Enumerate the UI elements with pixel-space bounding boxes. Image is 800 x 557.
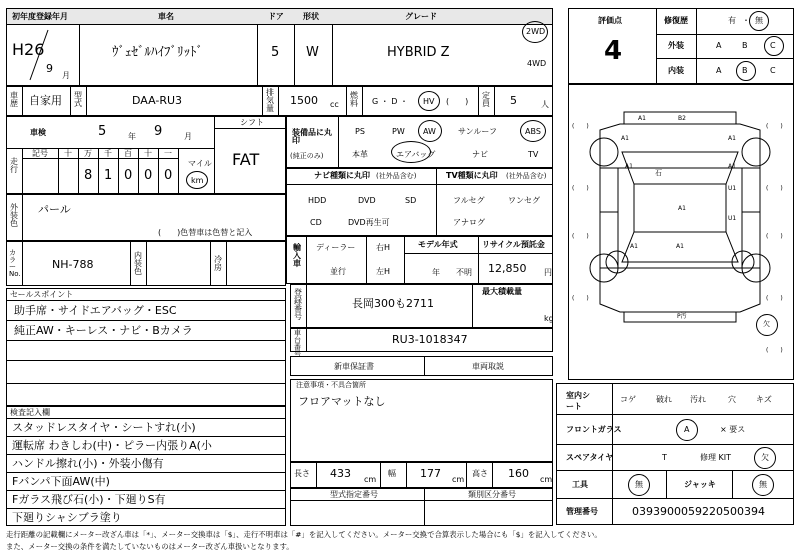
- nav-dvd: DVD: [358, 196, 376, 205]
- length-unit: cm: [364, 475, 377, 484]
- inspector-note-line: スタッドレスタイヤ・シートすれ(小): [12, 421, 196, 434]
- jack-label: ジャッキ: [684, 480, 716, 489]
- shape-label: 形状: [303, 12, 319, 21]
- tools-value: 無: [635, 480, 643, 489]
- diagram-mark: A1: [678, 205, 686, 212]
- max-load-label: 最大積載量: [482, 287, 522, 296]
- svg-text:( ): ( ): [766, 347, 783, 354]
- exterior-label: 外装: [668, 41, 684, 50]
- footer-line-1: 走行距離の記載欄にメーター改ざん車は「*」、メーター交換車は「$」、走行不明車は「#」を記入してください。メーター交換で合算表示した場合にも「$」を記入してください。: [6, 530, 602, 539]
- reg-type-label: 車歴: [10, 91, 18, 108]
- digit-label-5: 十: [144, 149, 152, 158]
- nav-sub: (社外品含む): [376, 172, 417, 180]
- tv-analog: アナログ: [453, 218, 485, 227]
- diagram-mark: 欠: [763, 320, 770, 328]
- repair-label: 修復歴: [664, 16, 688, 25]
- model-year-unit: 年: [432, 268, 440, 277]
- nav-cd: CD: [310, 218, 322, 227]
- recycle-value: 12,850: [488, 262, 527, 275]
- diagram-mark: U1: [728, 215, 737, 222]
- svg-text:( ): ( ): [766, 123, 783, 130]
- seat-item: コゲ: [620, 395, 636, 404]
- reg-type-value: 自家用: [29, 94, 62, 107]
- svg-text:( ): ( ): [572, 295, 589, 302]
- door-value: 5: [271, 45, 280, 60]
- spare-kit: 修理 KIT: [700, 453, 732, 462]
- interior-color-label: 内装色: [134, 251, 142, 276]
- tv-fullseg: フルセグ: [453, 196, 485, 205]
- sales-point-line: 助手席・サイドエアバッグ・ESC: [14, 304, 177, 317]
- sales-point-line: 純正AW・キーレス・ナビ・Bカメラ: [14, 324, 193, 337]
- height-unit: cm: [540, 475, 553, 484]
- length-value: 433: [330, 467, 351, 480]
- fuel-paren: ( ): [446, 97, 469, 106]
- width-unit: cm: [452, 475, 465, 484]
- mileage-digit: 1: [104, 168, 113, 183]
- type-spec-label: 型式指定番号: [330, 490, 378, 499]
- svg-text:( ): ( ): [572, 185, 589, 192]
- inspector-note-line: ハンドル擦れ(小)・外装小傷有: [12, 457, 164, 470]
- ext-grade-b: B: [742, 41, 748, 50]
- color-no-label: カラーNo.: [9, 249, 21, 278]
- svg-text:( ): ( ): [572, 233, 589, 240]
- diagram-mark: A1: [728, 135, 736, 142]
- height-value: 160: [508, 467, 529, 480]
- spare-label: スペアタイヤ: [566, 453, 614, 462]
- shape-value: W: [306, 45, 319, 60]
- inspection-year: 5: [98, 124, 107, 139]
- diagram-mark: A1: [630, 243, 638, 250]
- inspector-note-line: Fガラス飛び石(小)・下廻りS有: [12, 493, 166, 506]
- repaint-note: ( )色替車は色替と記入: [158, 228, 253, 237]
- equipment-label: 装備品に丸印: [292, 128, 332, 145]
- seat-item: 破れ: [656, 395, 672, 404]
- sales-points-label: セールスポイント: [10, 290, 74, 299]
- class-label: 類別区分番号: [468, 490, 516, 499]
- model-value: DAA-RU3: [132, 94, 183, 107]
- mgmt-label: 管理番号: [566, 507, 598, 516]
- color-no-value: NH-788: [52, 258, 94, 271]
- chassis-value: RU3-1018347: [392, 333, 468, 346]
- door-label: ドア: [268, 12, 284, 21]
- digit-label-4: 百: [124, 149, 132, 158]
- equip-abs: ABS: [525, 127, 541, 136]
- width-label: 幅: [388, 469, 396, 478]
- inspector-note-line: Fバンパ下面AW(中): [12, 475, 110, 488]
- repair-sep: ・: [742, 16, 750, 25]
- svg-text:( ): ( ): [766, 185, 783, 192]
- seat-item: キズ: [756, 395, 772, 404]
- equip-airbag: エアバッグ: [396, 150, 436, 159]
- inspection-month-unit: 月: [184, 132, 192, 141]
- windshield-a: A: [684, 425, 690, 434]
- car-name-label: 車名: [158, 12, 174, 21]
- new-warranty: 新車保証書: [334, 362, 374, 371]
- digit-label-6: 一: [164, 149, 172, 158]
- diagram-mark: U1: [728, 185, 737, 192]
- int-grade-a: A: [716, 66, 722, 75]
- digit-label-2: 万: [84, 149, 92, 158]
- fuel-options: G ・ D ・: [372, 97, 408, 106]
- drive-4wd: 4WD: [527, 59, 547, 68]
- diagram-mark: A1: [638, 115, 646, 122]
- length-label: 長さ: [294, 469, 310, 478]
- import-parallel: 並行: [330, 267, 346, 276]
- windshield-x: × 要ス: [720, 425, 746, 434]
- nav-hdd: HDD: [308, 196, 327, 205]
- mileage-digit: 0: [124, 168, 133, 183]
- mileage-unit-label: マイル: [188, 159, 212, 168]
- svg-text:( ): ( ): [766, 295, 783, 302]
- capacity-label: 定員: [482, 91, 490, 108]
- manual: 車両取説: [472, 362, 504, 371]
- interior-label: 内装: [668, 66, 684, 75]
- score-label: 評価点: [598, 16, 622, 25]
- mgmt-value: 0393900059220500394: [632, 505, 765, 518]
- diagram-mark: A1: [676, 243, 684, 250]
- displacement-unit: cc: [330, 100, 339, 109]
- equip-nav: ナビ: [472, 150, 488, 159]
- displacement-value: 1500: [290, 94, 318, 107]
- cold-label: 冷房: [214, 255, 222, 272]
- first-reg-month: 9: [46, 62, 53, 75]
- windshield-label: フロントガラス: [566, 425, 622, 434]
- import-dealer: ディーラー: [316, 243, 356, 252]
- import-left: 左H: [376, 267, 391, 276]
- inspector-note-line: 運転席 わきしわ(中)・ピラー内張りA(小: [12, 439, 212, 452]
- inspector-note-line: 下廻りシャシブラ塗り: [12, 511, 122, 524]
- mileage-digit: 0: [164, 168, 173, 183]
- model-label: 型式: [74, 91, 82, 108]
- notes-label: 注意事項・不具合箇所: [296, 381, 366, 389]
- svg-text:( ): ( ): [572, 123, 589, 130]
- diagram-mark: A1: [621, 135, 629, 142]
- shift-value: FAT: [232, 150, 260, 169]
- int-grade-b: B: [742, 66, 748, 75]
- spare-t: T: [662, 453, 667, 462]
- max-load-unit: kg: [544, 314, 554, 323]
- displacement-label: 排気量: [266, 88, 274, 113]
- exterior-color-label: 外装色: [10, 203, 18, 228]
- nav-dvd-play: DVD再生可: [348, 218, 390, 227]
- seat-label: 室内シート: [566, 391, 590, 412]
- import-right: 右H: [376, 243, 391, 252]
- equip-sunroof: サンルーフ: [458, 127, 497, 136]
- diagram-mark: 石: [655, 169, 662, 177]
- mileage-label: 走行: [10, 157, 18, 174]
- capacity-value: 5: [510, 94, 517, 107]
- jack-value: 無: [759, 480, 767, 489]
- diagram-mark: B2: [678, 115, 686, 122]
- diagram-mark: A1: [625, 163, 633, 170]
- seat-item: 汚れ: [690, 395, 706, 404]
- ext-grade-a: A: [716, 41, 722, 50]
- tools-label: 工具: [572, 480, 588, 489]
- inspection-month: 9: [154, 124, 163, 139]
- svg-text:( ): ( ): [766, 233, 783, 240]
- chassis-label: 車台番号: [294, 329, 301, 358]
- equip-aw: AW: [423, 127, 436, 136]
- first-reg-label: 初年度登録年月: [12, 12, 68, 21]
- tv-sub: (社外品含む): [506, 172, 547, 180]
- diagram-mark: P汚: [677, 313, 687, 320]
- tv-header: TV種類に丸印: [446, 171, 498, 180]
- digit-label-1: 十: [64, 149, 72, 158]
- exterior-color-value: パール: [38, 203, 71, 216]
- inspection-year-unit: 年: [128, 132, 136, 141]
- recycle-label: リサイクル預託金: [482, 240, 545, 249]
- repair-yes: 有: [728, 16, 736, 25]
- equip-pw: PW: [392, 127, 405, 136]
- grade-label: グレード: [405, 12, 437, 21]
- footer-line-2: また、メーター交換の条件を満たしていないものはメーター改ざん車扱いとなります。: [6, 542, 294, 551]
- equip-tv: TV: [528, 150, 539, 159]
- fuel-label: 燃料: [350, 91, 358, 108]
- ext-grade-c: C: [770, 41, 776, 50]
- inspection-label: 車検: [30, 128, 46, 137]
- height-label: 高さ: [472, 469, 488, 478]
- drive-2wd: 2WD: [526, 27, 546, 36]
- spare-none: 欠: [761, 453, 769, 462]
- import-label: 輸入車: [293, 243, 301, 268]
- seat-item: 穴: [728, 395, 736, 404]
- first-reg-month-unit: 月: [62, 71, 70, 80]
- score-value: 4: [604, 36, 623, 66]
- nav-header: ナビ種類に丸印: [314, 171, 370, 180]
- plate-value: 長岡300も2711: [352, 297, 434, 310]
- diagram-mark: A1: [728, 163, 736, 170]
- fuel-hv: HV: [423, 97, 435, 106]
- inspector-notes-label: 検査記入欄: [10, 408, 50, 417]
- mileage-unit: km: [191, 176, 204, 185]
- grade-value: HYBRID Z: [387, 45, 450, 60]
- mileage-digit: 0: [144, 168, 153, 183]
- digit-label-0: 記号: [32, 149, 48, 158]
- car-name-value: ｳﾞｪｾﾞﾙﾊｲﾌﾞﾘｯﾄﾞ: [112, 45, 203, 60]
- model-year-unknown: 不明: [456, 268, 472, 277]
- shift-label: シフト: [240, 118, 264, 127]
- model-year-label: モデル年式: [418, 240, 458, 249]
- equipment-label-sub: (純正のみ): [290, 152, 324, 160]
- equip-leather: 本革: [352, 150, 368, 159]
- plate-label: 登録番号: [294, 288, 302, 321]
- repair-none: 無: [755, 16, 763, 25]
- tv-oneseg: ワンセグ: [508, 196, 540, 205]
- recycle-unit: 円: [544, 268, 552, 277]
- digit-label-3: 千: [104, 149, 112, 158]
- width-value: 177: [420, 467, 441, 480]
- notes-value: フロアマットなし: [298, 395, 386, 408]
- capacity-unit: 人: [541, 100, 549, 109]
- int-grade-c: C: [770, 66, 776, 75]
- first-reg-year: H26: [12, 40, 45, 59]
- nav-sd: SD: [405, 196, 417, 205]
- equip-ps: PS: [355, 127, 365, 136]
- mileage-digit: 8: [84, 168, 93, 183]
